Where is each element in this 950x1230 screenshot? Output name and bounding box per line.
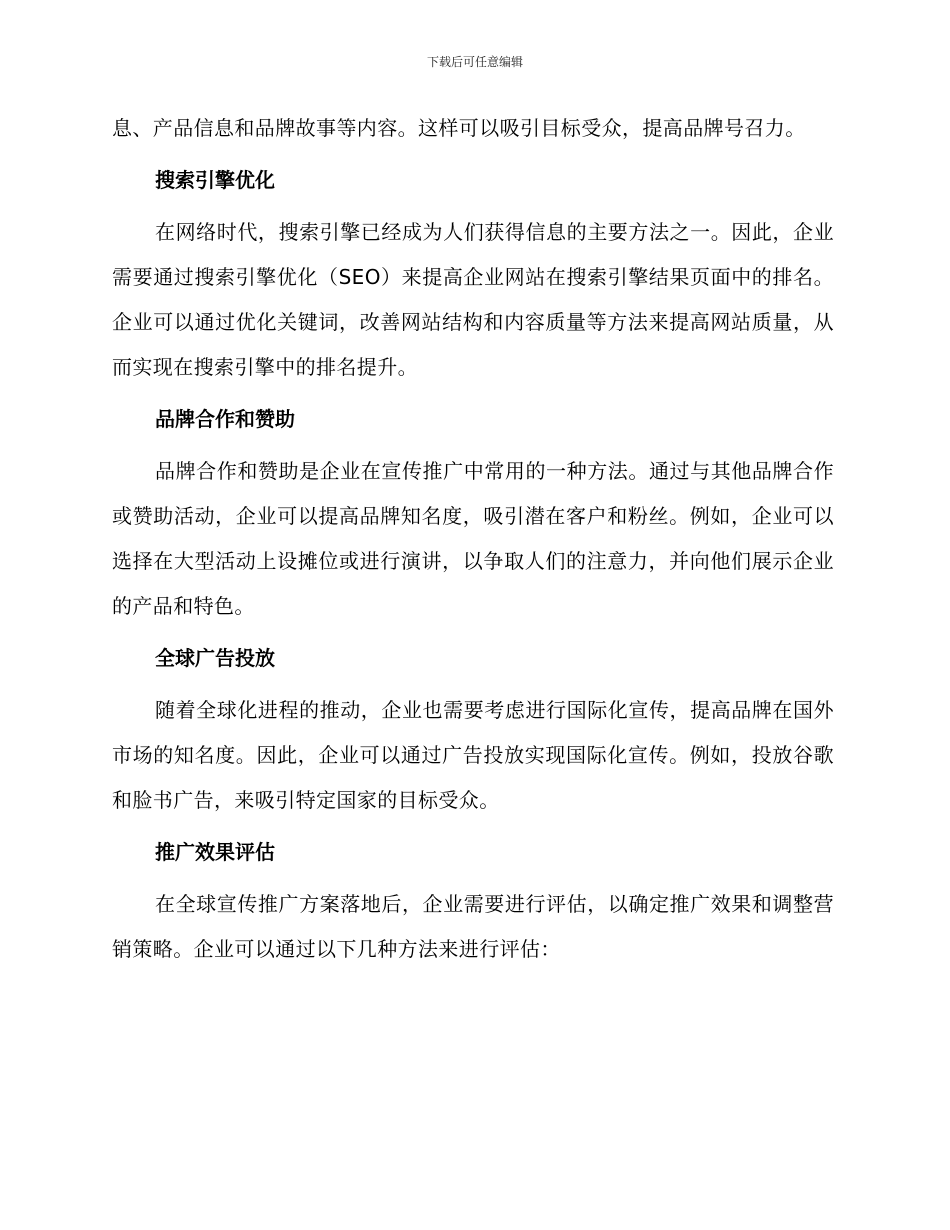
global-ads-paragraph: 随着全球化进程的推动，企业也需要考虑进行国际化宣传，提高品牌在国外市场的知名度。因此，企业可以通过广告投放实现国际化宣传。例如，投放谷歌和脸书广告，来吸引特定国家的目标受众。: [112, 698, 834, 812]
evaluation-heading: 推广效果评估: [155, 840, 275, 864]
seo-paragraph: 在网络时代，搜索引擎已经成为人们获得信息的主要方法之一。因此，企业需要通过搜索引擎优化（SEO）来提高企业网站在搜索引擎结果页面中的排名。企业可以通过优化关键词，改善网站结构和内容质量等方法来提高网站质量，从而实现在搜索引擎中的排名提升。: [112, 220, 834, 379]
seo-heading: 搜索引擎优化: [155, 168, 275, 192]
header-note: 下载后可任意编辑: [426, 55, 523, 69]
global-ads-heading: 全球广告投放: [155, 646, 275, 670]
document-body: [112, 106, 834, 972]
intro-tail-paragraph: 息、产品信息和品牌故事等内容。这样可以吸引目标受众，提高品牌号召力。: [112, 116, 806, 140]
evaluation-paragraph: 在全球宣传推广方案落地后，企业需要进行评估，以确定推广效果和调整营销策略。企业可以通过以下几种方法来进行评估：: [112, 892, 834, 961]
partnership-paragraph: 品牌合作和赞助是企业在宣传推广中常用的一种方法。通过与其他品牌合作或赞助活动，企业可以提高品牌知名度，吸引潜在客户和粉丝。例如，企业可以选择在大型活动上设摊位或进行演讲，以争取人们的注意力，并向他们展示企业的产品和特色。: [112, 459, 834, 618]
partnership-heading: 品牌合作和赞助: [155, 407, 295, 431]
